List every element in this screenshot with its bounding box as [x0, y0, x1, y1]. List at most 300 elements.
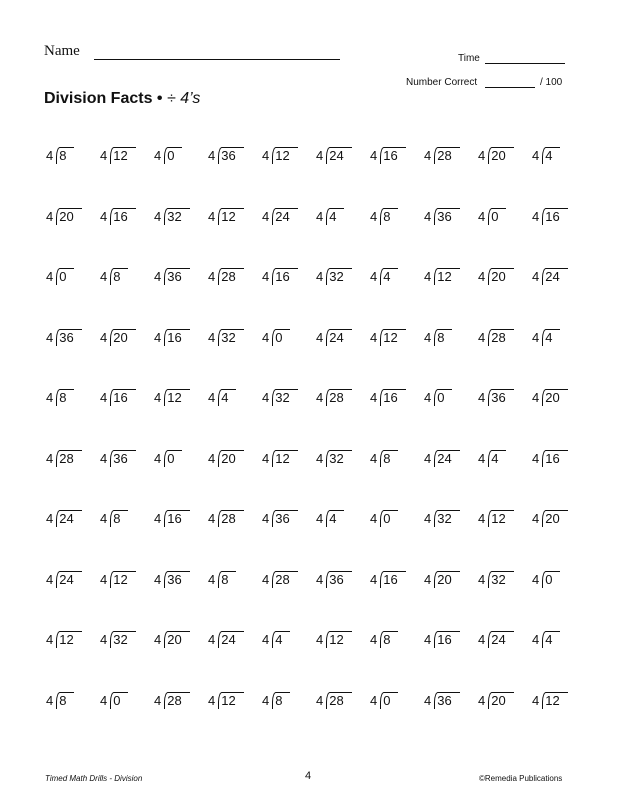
division-problem[interactable] — [46, 390, 100, 410]
dividend: 16 — [380, 389, 398, 406]
divisor: 4 — [100, 511, 108, 526]
division-problem[interactable] — [208, 209, 262, 229]
divisor: 4 — [100, 571, 108, 587]
dividend: 28 — [218, 268, 236, 285]
division-problem[interactable] — [262, 148, 316, 168]
division-problem[interactable] — [100, 632, 154, 652]
division-problem[interactable] — [316, 451, 370, 471]
division-problem[interactable] — [262, 632, 316, 652]
division-problem[interactable] — [100, 269, 154, 289]
division-problem[interactable] — [46, 451, 100, 471]
division-problem[interactable] — [262, 330, 316, 350]
dividend: 20 — [488, 268, 506, 285]
dividend: 4 — [542, 631, 553, 648]
division-problem[interactable] — [478, 390, 532, 410]
divisor: 4 — [478, 571, 486, 587]
divisor: 4 — [154, 450, 162, 466]
dividend: 8 — [56, 692, 67, 709]
division-problem[interactable] — [478, 269, 532, 289]
division-problem[interactable] — [370, 148, 424, 168]
divisor: 4 — [100, 450, 108, 466]
dividend: 16 — [542, 208, 560, 225]
dividend: 0 — [164, 450, 175, 467]
division-problem[interactable] — [262, 693, 316, 713]
divisor: 4 — [316, 511, 324, 526]
divisor: 4 — [46, 269, 54, 284]
divisor: 4 — [154, 148, 162, 163]
divisor: 4 — [478, 632, 486, 647]
divisor: 4 — [532, 329, 540, 345]
divisor: 4 — [262, 329, 270, 345]
division-problem[interactable] — [46, 148, 100, 168]
dividend: 12 — [542, 692, 560, 709]
division-problem[interactable] — [208, 390, 262, 410]
dividend: 8 — [380, 208, 391, 225]
divisor: 4 — [262, 269, 270, 284]
divisor: 4 — [154, 269, 162, 284]
divisor: 4 — [208, 269, 216, 284]
divisor: 4 — [316, 148, 324, 163]
divisor: 4 — [424, 269, 432, 284]
division-problem[interactable] — [316, 148, 370, 168]
division-problem[interactable] — [478, 511, 532, 531]
division-problems-grid — [46, 148, 586, 753]
dividend: 24 — [326, 329, 344, 346]
division-problem[interactable] — [424, 269, 478, 289]
division-problem[interactable] — [532, 511, 586, 531]
dividend: 8 — [110, 510, 121, 527]
name-label: Name — [44, 43, 80, 59]
divisor: 4 — [208, 511, 216, 526]
dividend: 8 — [434, 329, 445, 346]
dividend: 36 — [434, 692, 452, 709]
division-problem[interactable] — [316, 269, 370, 289]
dividend: 36 — [272, 510, 290, 527]
division-problem[interactable] — [370, 693, 424, 713]
dividend: 28 — [56, 450, 74, 467]
dividend: 12 — [326, 631, 344, 648]
dividend: 0 — [110, 692, 121, 709]
dividend: 20 — [218, 450, 236, 467]
dividend: 36 — [110, 450, 128, 467]
dividend: 16 — [380, 571, 398, 588]
divisor: 4 — [532, 571, 540, 587]
divisor: 4 — [370, 450, 378, 466]
division-problem[interactable] — [208, 451, 262, 471]
time-label: Time — [458, 53, 480, 64]
dividend: 12 — [488, 510, 506, 527]
dividend: 4 — [542, 147, 553, 164]
dividend: 36 — [164, 571, 182, 588]
divisor: 4 — [424, 148, 432, 163]
dividend: 16 — [272, 268, 290, 285]
division-problem[interactable] — [424, 693, 478, 713]
division-problem[interactable] — [46, 693, 100, 713]
dividend: 20 — [434, 571, 452, 588]
division-problem[interactable] — [262, 572, 316, 592]
division-problem[interactable] — [100, 572, 154, 592]
dividend: 0 — [380, 510, 391, 527]
number-correct-label: Number Correct — [406, 77, 478, 88]
page-number: 4 — [305, 770, 312, 782]
division-problem[interactable] — [370, 390, 424, 410]
dividend: 8 — [110, 268, 121, 285]
dividend: 20 — [488, 147, 506, 164]
dividend: 28 — [272, 571, 290, 588]
divisor: 4 — [316, 329, 324, 345]
divisor: 4 — [478, 208, 486, 224]
division-problem[interactable] — [100, 390, 154, 410]
division-problem[interactable] — [208, 511, 262, 531]
division-problem[interactable] — [154, 209, 208, 229]
division-problem[interactable] — [208, 269, 262, 289]
dividend: 8 — [218, 571, 229, 588]
division-problem[interactable] — [208, 632, 262, 652]
divisor: 4 — [424, 390, 432, 405]
dividend: 0 — [380, 692, 391, 709]
number-correct-total: / 100 — [540, 77, 563, 88]
dividend: 32 — [434, 510, 452, 527]
division-problem[interactable] — [100, 209, 154, 229]
divisor: 4 — [100, 148, 108, 163]
dividend: 24 — [218, 631, 236, 648]
divisor: 4 — [100, 632, 108, 647]
division-problem[interactable] — [316, 209, 370, 229]
division-problem[interactable] — [262, 269, 316, 289]
dividend: 12 — [218, 208, 236, 225]
divisor: 4 — [46, 148, 54, 163]
division-problem[interactable] — [424, 148, 478, 168]
division-problem[interactable] — [46, 330, 100, 350]
division-problem[interactable] — [46, 209, 100, 229]
divisor: 4 — [46, 632, 54, 647]
division-problem[interactable] — [100, 330, 154, 350]
divisor: 4 — [370, 632, 378, 647]
division-problem[interactable] — [154, 269, 208, 289]
divisor: 4 — [100, 390, 108, 405]
divisor: 4 — [46, 208, 54, 224]
dividend: 12 — [272, 450, 290, 467]
dividend: 20 — [542, 389, 560, 406]
dividend: 36 — [326, 571, 344, 588]
division-problem[interactable] — [424, 451, 478, 471]
divisor: 4 — [262, 390, 270, 405]
divisor: 4 — [208, 632, 216, 647]
number-correct-field-line[interactable] — [485, 87, 535, 88]
division-problem[interactable] — [154, 330, 208, 350]
divisor: 4 — [370, 571, 378, 587]
dividend: 8 — [380, 631, 391, 648]
dividend: 0 — [542, 571, 553, 588]
division-problem[interactable] — [532, 269, 586, 289]
dividend: 36 — [56, 329, 74, 346]
dividend: 0 — [488, 208, 499, 225]
division-problem[interactable] — [532, 632, 586, 652]
dividend: 4 — [380, 268, 391, 285]
divisor: 4 — [370, 692, 378, 708]
dividend: 4 — [326, 510, 337, 527]
divisor: 4 — [370, 390, 378, 405]
divisor: 4 — [478, 692, 486, 708]
dividend: 32 — [488, 571, 506, 588]
divisor: 4 — [532, 632, 540, 647]
division-problem[interactable] — [532, 572, 586, 592]
division-problem[interactable] — [370, 511, 424, 531]
division-problem[interactable] — [154, 572, 208, 592]
dividend: 4 — [272, 631, 283, 648]
division-problem[interactable] — [478, 693, 532, 713]
division-problem[interactable] — [532, 209, 586, 229]
division-problem[interactable] — [46, 632, 100, 652]
divisor: 4 — [370, 329, 378, 345]
dividend: 28 — [218, 510, 236, 527]
dividend: 32 — [164, 208, 182, 225]
division-problem[interactable] — [424, 390, 478, 410]
divisor: 4 — [262, 148, 270, 163]
divisor: 4 — [316, 692, 324, 708]
dividend: 24 — [56, 571, 74, 588]
dividend: 24 — [56, 510, 74, 527]
division-problem[interactable] — [370, 269, 424, 289]
dividend: 12 — [110, 147, 128, 164]
divisor: 4 — [100, 269, 108, 284]
dividend: 36 — [488, 389, 506, 406]
division-problem[interactable] — [424, 330, 478, 350]
divisor: 4 — [100, 692, 108, 708]
dividend: 4 — [218, 389, 229, 406]
division-problem[interactable] — [154, 632, 208, 652]
dividend: 24 — [272, 208, 290, 225]
dividend: 16 — [110, 389, 128, 406]
division-problem[interactable] — [424, 632, 478, 652]
division-problem[interactable] — [478, 330, 532, 350]
dividend: 16 — [110, 208, 128, 225]
division-problem[interactable] — [532, 390, 586, 410]
dividend: 20 — [164, 631, 182, 648]
page-title — [44, 90, 200, 108]
division-problem[interactable] — [262, 390, 316, 410]
division-problem[interactable] — [478, 209, 532, 229]
title-subtitle: ÷ 4’s — [166, 90, 201, 107]
division-problem[interactable] — [424, 209, 478, 229]
divisor: 4 — [46, 692, 54, 708]
dividend: 32 — [110, 631, 128, 648]
division-problem[interactable] — [46, 572, 100, 592]
dividend: 28 — [164, 692, 182, 709]
dividend: 16 — [542, 450, 560, 467]
division-problem[interactable] — [370, 209, 424, 229]
divisor: 4 — [424, 329, 432, 345]
division-problem[interactable] — [478, 451, 532, 471]
divisor: 4 — [262, 208, 270, 224]
dividend: 12 — [218, 692, 236, 709]
division-problem[interactable] — [370, 572, 424, 592]
division-problem[interactable] — [316, 511, 370, 531]
divisor: 4 — [370, 208, 378, 224]
divisor: 4 — [478, 269, 486, 284]
divisor: 4 — [478, 511, 486, 526]
division-problem[interactable] — [316, 330, 370, 350]
division-problem[interactable] — [262, 209, 316, 229]
dividend: 20 — [488, 692, 506, 709]
dividend: 16 — [380, 147, 398, 164]
divisor: 4 — [316, 269, 324, 284]
name-field-line[interactable] — [94, 59, 340, 60]
division-problem[interactable] — [100, 451, 154, 471]
divisor: 4 — [532, 511, 540, 526]
division-problem[interactable] — [370, 451, 424, 471]
division-problem[interactable] — [316, 390, 370, 410]
dividend: 20 — [542, 510, 560, 527]
divisor: 4 — [424, 208, 432, 224]
dividend: 24 — [434, 450, 452, 467]
division-problem[interactable] — [154, 390, 208, 410]
divisor: 4 — [46, 511, 54, 526]
divisor: 4 — [370, 148, 378, 163]
divisor: 4 — [316, 390, 324, 405]
dividend: 20 — [56, 208, 74, 225]
division-problem[interactable] — [532, 330, 586, 350]
divisor: 4 — [208, 450, 216, 466]
divisor: 4 — [316, 208, 324, 224]
divisor: 4 — [208, 329, 216, 345]
divisor: 4 — [316, 571, 324, 587]
footer-publisher: ©Remedia Publications — [479, 774, 563, 783]
division-problem[interactable] — [478, 148, 532, 168]
division-problem[interactable] — [100, 693, 154, 713]
division-problem[interactable] — [424, 572, 478, 592]
divisor: 4 — [208, 148, 216, 163]
division-problem[interactable] — [100, 148, 154, 168]
division-problem[interactable] — [478, 632, 532, 652]
divisor: 4 — [46, 390, 54, 405]
divisor: 4 — [208, 208, 216, 224]
dividend: 20 — [110, 329, 128, 346]
divisor: 4 — [154, 208, 162, 224]
divisor: 4 — [316, 450, 324, 466]
dividend: 8 — [380, 450, 391, 467]
division-problem[interactable] — [208, 330, 262, 350]
divisor: 4 — [46, 571, 54, 587]
dividend: 12 — [272, 147, 290, 164]
dividend: 12 — [164, 389, 182, 406]
division-problem[interactable] — [262, 511, 316, 531]
divisor: 4 — [424, 632, 432, 647]
dividend: 28 — [326, 692, 344, 709]
divisor: 4 — [208, 571, 216, 587]
divisor: 4 — [154, 511, 162, 526]
dividend: 28 — [488, 329, 506, 346]
divisor: 4 — [478, 450, 486, 466]
dividend: 8 — [56, 389, 67, 406]
dividend: 12 — [110, 571, 128, 588]
dividend: 36 — [164, 268, 182, 285]
divisor: 4 — [370, 269, 378, 284]
dividend: 0 — [56, 268, 67, 285]
divisor: 4 — [532, 148, 540, 163]
division-problem[interactable] — [46, 269, 100, 289]
divisor: 4 — [370, 511, 378, 526]
division-problem[interactable] — [154, 693, 208, 713]
dividend: 32 — [218, 329, 236, 346]
division-problem[interactable] — [154, 148, 208, 168]
divisor: 4 — [100, 329, 108, 345]
divisor: 4 — [424, 692, 432, 708]
divisor: 4 — [154, 692, 162, 708]
dividend: 12 — [434, 268, 452, 285]
dividend: 4 — [542, 329, 553, 346]
dividend: 4 — [326, 208, 337, 225]
dividend: 12 — [380, 329, 398, 346]
dividend: 28 — [326, 389, 344, 406]
divisor: 4 — [262, 511, 270, 526]
dividend: 0 — [272, 329, 283, 346]
dividend: 12 — [56, 631, 74, 648]
divisor: 4 — [46, 329, 54, 345]
dividend: 8 — [56, 147, 67, 164]
division-problem[interactable] — [100, 511, 154, 531]
divisor: 4 — [424, 571, 432, 587]
division-problem[interactable] — [208, 572, 262, 592]
divisor: 4 — [478, 390, 486, 405]
division-problem[interactable] — [208, 148, 262, 168]
divisor: 4 — [478, 148, 486, 163]
dividend: 24 — [488, 631, 506, 648]
division-problem[interactable] — [370, 632, 424, 652]
division-problem[interactable] — [316, 572, 370, 592]
dividend: 16 — [164, 329, 182, 346]
divisor: 4 — [478, 329, 486, 345]
divisor: 4 — [208, 692, 216, 708]
dividend: 32 — [272, 389, 290, 406]
divisor: 4 — [532, 692, 540, 708]
divisor: 4 — [46, 450, 54, 466]
divisor: 4 — [154, 571, 162, 587]
divisor: 4 — [532, 208, 540, 224]
division-problem[interactable] — [262, 451, 316, 471]
divisor: 4 — [316, 632, 324, 647]
divisor: 4 — [532, 269, 540, 284]
footer-book-title: Timed Math Drills - Division — [45, 774, 143, 783]
division-problem[interactable] — [478, 572, 532, 592]
dividend: 16 — [434, 631, 452, 648]
divisor: 4 — [262, 571, 270, 587]
division-problem[interactable] — [532, 148, 586, 168]
divisor: 4 — [262, 692, 270, 708]
divisor: 4 — [208, 390, 216, 405]
dividend: 36 — [218, 147, 236, 164]
division-problem[interactable] — [316, 632, 370, 652]
division-problem[interactable] — [316, 693, 370, 713]
division-problem[interactable] — [208, 693, 262, 713]
dividend: 16 — [164, 510, 182, 527]
division-problem[interactable] — [154, 511, 208, 531]
time-field-line[interactable] — [485, 63, 565, 64]
division-problem[interactable] — [370, 330, 424, 350]
dividend: 32 — [326, 450, 344, 467]
dividend: 0 — [434, 389, 445, 406]
dividend: 24 — [326, 147, 344, 164]
division-problem[interactable] — [532, 451, 586, 471]
division-problem[interactable] — [532, 693, 586, 713]
dividend: 0 — [164, 147, 175, 164]
dividend: 8 — [272, 692, 283, 709]
division-problem[interactable] — [46, 511, 100, 531]
division-problem[interactable] — [154, 451, 208, 471]
divisor: 4 — [154, 390, 162, 405]
division-problem[interactable] — [424, 511, 478, 531]
divisor: 4 — [100, 208, 108, 224]
